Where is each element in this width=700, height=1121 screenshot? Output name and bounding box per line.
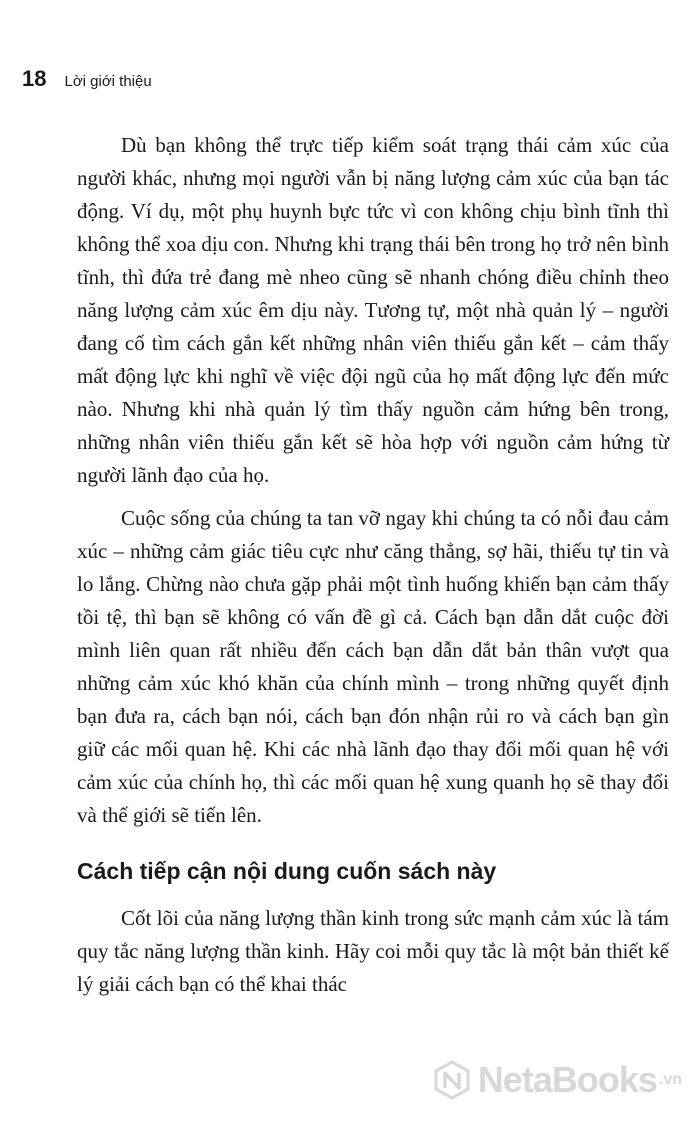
paragraph: Cuộc sống của chúng ta tan vỡ ngay khi chúng ta có nỗi đau cảm xúc – những cảm giác tiêu cực như căng thẳng, sợ hãi, thiếu tự tin và lo lắng. Chừng nào chưa gặp phải một tình huống khiến bạn cảm thấy tồi tệ, thì bạn sẽ không có vấn đề gì cả. Cách bạn dẫn dắt cuộc đời mình liên quan rất nhiều đến cách bạn dẫn dắt bản thân vượt qua những cảm xúc khó khăn của chính mình – trong những quyết định bạn đưa ra, cách bạn nói, cách bạn đón nhận rủi ro và cách bạn gìn giữ các mối quan hệ. Khi các nhà lãnh đạo thay đổi mối quan hệ với cảm xúc của chính họ, thì các mối quan hệ xung quanh họ sẽ thay đổi và thế giới sẽ tiến lên. [77,506,669,827]
paragraph: Dù bạn không thể trực tiếp kiểm soát trạng thái cảm xúc của người khác, nhưng mọi người vẫn bị năng lượng cảm xúc của bạn tác động. Ví dụ, một phụ huynh bực tức vì con không chịu bình tĩnh thì không thể xoa dịu con. Nhưng khi trạng thái bên trong họ trở nên bình tĩnh, thì đứa trẻ đang mè nheo cũng sẽ nhanh chóng điều chỉnh theo năng lượng cảm xúc êm dịu này. Tương tự, một nhà quản lý – người đang cố tìm cách gắn kết những nhân viên thiếu gắn kết – cảm thấy mất động lực khi nghĩ về việc đội ngũ của họ mất động lực đến mức nào. Nhưng khi nhà quản lý tìm thấy nguồn cảm hứng bên trong, những nhân viên thiếu gắn kết sẽ hòa hợp với nguồn cảm hứng từ người lãnh đạo của họ. [77,133,669,487]
netabooks-logo-icon [432,1060,472,1100]
watermark-text: NetaBooks [477,1059,657,1100]
section-heading: Cách tiếp cận nội dung cuốn sách này [77,858,497,884]
watermark [432,1059,682,1101]
page-header [22,66,152,92]
page-number: 18 [22,66,47,91]
paragraph: Cốt lõi của năng lượng thần kinh trong sức mạnh cảm xúc là tám quy tắc năng lượng thần kinh. Hãy coi mỗi quy tắc là một bản thiết kế lý giải cách bạn có thể khai thác [77,906,669,996]
page-body [77,129,669,1011]
running-title: Lời giới thiệu [64,73,152,90]
watermark-suffix: .vn [658,1071,682,1088]
